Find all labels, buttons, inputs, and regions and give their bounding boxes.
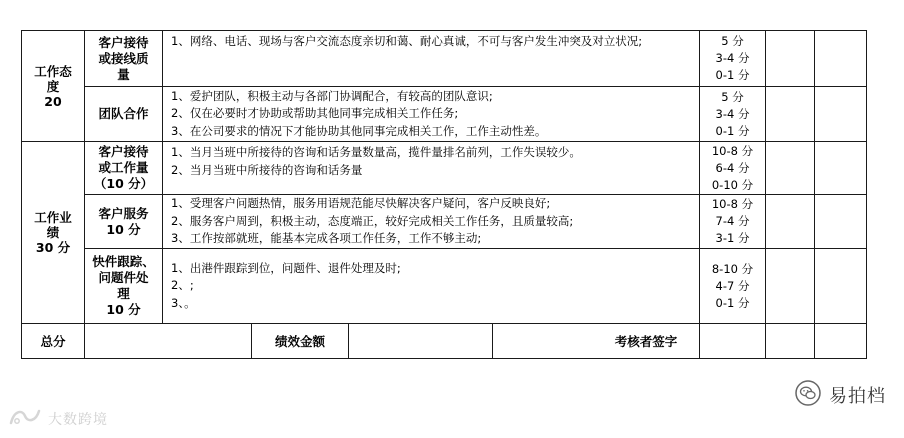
criteria-line: 2、仅在必要时才协助或帮助其他同事完成相关工作任务; xyxy=(171,106,459,121)
score-value: 10-8 分 xyxy=(711,197,754,211)
evaluator-signature-label: 考核者签字 xyxy=(614,334,678,349)
table-bottom-border xyxy=(21,358,866,359)
item-text: 理 xyxy=(117,286,130,301)
category-text: 度 xyxy=(46,78,60,94)
category-performance xyxy=(22,142,84,323)
item-text: 团队合作 xyxy=(98,106,149,121)
category-score: 30 分 xyxy=(35,240,71,255)
item-text: （10 分） xyxy=(93,176,154,191)
criteria-line: 1、爱护团队，积极主动与各部门协调配合，有较高的团队意识; xyxy=(171,88,493,103)
criteria-line: 3、工作按部就班，能基本完成各项工作任务，工作不够主动; xyxy=(171,231,482,246)
score-value: 8-10 分 xyxy=(711,261,754,276)
item-text: 或工作量 xyxy=(98,160,149,175)
criteria-line: 1、当月当班中所接待的咨询和话务量数量高，揽件量排名前列，工作失误较少。 xyxy=(171,145,581,159)
item-customer-workload xyxy=(85,142,162,194)
criteria-line: 3、在公司要求的情况下才能协助其他同事完成相关工作，工作主动性差。 xyxy=(171,123,547,138)
criteria-line: 1、网络、电话、现场与客户交流态度亲切和蔼、耐心真诚，不可与客户发生冲突及对立状况; xyxy=(171,34,643,48)
total-score-label: 总分 xyxy=(40,334,66,349)
score-value: 0-1 分 xyxy=(715,295,750,310)
item-text: 客户接待 xyxy=(98,144,149,159)
table-right-border xyxy=(866,30,867,359)
criteria-customer-service xyxy=(163,195,699,248)
wechat-icon xyxy=(795,380,821,410)
category-attitude xyxy=(22,31,84,141)
criteria-customer-workload xyxy=(163,142,699,194)
watermark-right-text: 易拍档 xyxy=(829,386,886,407)
item-text: 或接线质 xyxy=(98,50,149,66)
scores-customer-reception-quality xyxy=(700,31,765,86)
score-value: 0-1 分 xyxy=(715,68,750,82)
performance-amount-value xyxy=(349,324,492,358)
criteria-customer-reception-quality xyxy=(163,31,699,86)
performance-amount-label: 绩效金额 xyxy=(274,334,325,349)
item-text: 快件跟踪、 xyxy=(92,254,155,269)
score-value: 5 分 xyxy=(721,89,744,104)
watermark-left-text: 大数跨境 xyxy=(48,412,108,428)
score-value: 7-4 分 xyxy=(715,214,750,228)
item-teamwork xyxy=(85,87,162,141)
total-score-value xyxy=(85,324,251,358)
item-parcel-tracking xyxy=(85,249,162,323)
watermark-right xyxy=(795,380,886,410)
item-customer-service xyxy=(85,195,162,248)
criteria-parcel-tracking xyxy=(163,249,699,323)
score-value: 0-10 分 xyxy=(711,177,754,192)
score-value: 5 分 xyxy=(721,34,744,48)
score-value: 10-8 分 xyxy=(711,143,754,158)
brand-logo-icon xyxy=(8,406,42,432)
item-text: 10 分 xyxy=(106,302,141,317)
criteria-line: 2、当月当班中所接待的咨询和话务量 xyxy=(171,162,363,177)
scores-customer-service xyxy=(700,195,765,248)
column-divider xyxy=(814,30,815,359)
criteria-line: 1、受理客户问题热情，服务用语规范能尽快解决客户疑问，客户反映良好; xyxy=(171,196,551,211)
column-divider xyxy=(765,30,766,359)
scores-customer-workload xyxy=(700,142,765,194)
score-value: 0-1 分 xyxy=(715,123,750,138)
scores-parcel-tracking xyxy=(700,249,765,323)
score-value: 6-4 分 xyxy=(715,160,750,175)
score-value: 3-4 分 xyxy=(715,51,750,65)
criteria-line: 3、。 xyxy=(171,295,196,310)
item-customer-reception-quality xyxy=(85,31,162,86)
item-text: 客户服务 xyxy=(98,205,149,221)
score-value: 4-7 分 xyxy=(715,278,750,293)
criteria-teamwork xyxy=(163,87,699,141)
category-text: 工作业 xyxy=(34,210,72,225)
category-score: 20 xyxy=(44,93,62,109)
scores-teamwork xyxy=(700,87,765,141)
category-text: 工作态 xyxy=(34,63,72,79)
criteria-line: 2、服务客户周到，积极主动，态度端正，较好完成相关工作任务，且质量较高; xyxy=(171,213,574,228)
item-text: 量 xyxy=(117,66,130,82)
criteria-line: 1、出港件跟踪到位，问题件、退件处理及时; xyxy=(171,260,401,275)
item-text: 10 分 xyxy=(106,221,141,237)
item-text: 客户接待 xyxy=(98,34,149,50)
score-value: 3-1 分 xyxy=(715,231,750,245)
item-text: 问题件处 xyxy=(98,270,149,285)
watermark-left xyxy=(8,406,108,432)
category-text: 绩 xyxy=(46,225,60,240)
score-value: 3-4 分 xyxy=(715,106,750,121)
criteria-line: 2、; xyxy=(171,278,194,293)
